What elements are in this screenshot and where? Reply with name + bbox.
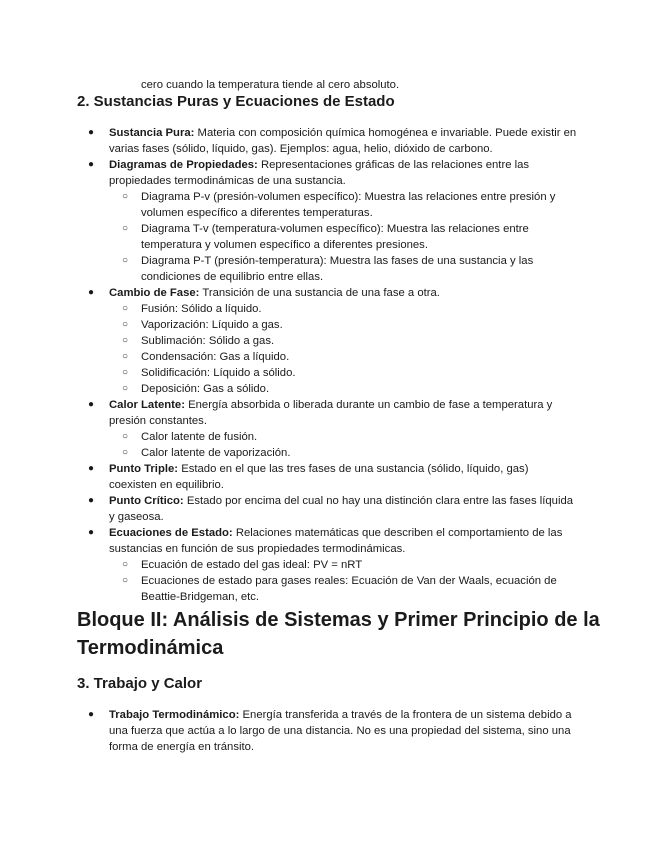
term-label: Trabajo Termodinámico: <box>109 709 240 721</box>
term-label: Punto Crítico: <box>109 495 184 507</box>
circle-bullet-icon: ○ <box>122 223 129 234</box>
list-item <box>88 285 579 397</box>
circle-bullet-icon: ○ <box>122 367 129 378</box>
sub-list-item <box>122 429 579 445</box>
sub-list-item <box>122 317 579 333</box>
term-label: Calor Latente: <box>109 399 185 411</box>
list-item <box>88 125 579 157</box>
circle-bullet-icon: ○ <box>122 351 129 362</box>
sub-list-item <box>122 333 579 349</box>
circle-bullet-icon: ○ <box>122 255 129 266</box>
sub-item-text: Vaporización: Líquido a gas. <box>141 319 283 331</box>
definition-text: Representaciones gráficas de las relaciones entre las propiedades termodinámicas de una sustancia. <box>109 159 530 187</box>
definition-text: Energía transferida a través de la frontera de un sistema debido a una fuerza que actúa a lo largo de una distancia. No es una propiedad del sistema, sino una forma de energía en tránsito. <box>109 709 572 753</box>
sub-list-item <box>122 189 579 221</box>
circle-bullet-icon: ○ <box>122 335 129 346</box>
list-item <box>88 493 579 525</box>
sub-list-item <box>122 301 579 317</box>
sub-list <box>109 429 579 461</box>
sub-list-item <box>122 381 579 397</box>
continuation-text: cero cuando la temperatura tiende al cero absoluto. <box>141 79 400 91</box>
term-label: Ecuaciones de Estado: <box>109 527 233 539</box>
circle-bullet-icon: ○ <box>122 303 129 314</box>
sub-list <box>109 301 579 397</box>
sub-item-text: Diagrama P-v (presión-volumen específico): Muestra las relaciones entre presión y volumen específico a diferentes temperaturas. <box>141 191 556 219</box>
definition-text: Materia con composición química homogénea e invariable. Puede existir en varias fases (sólido, líquido, gas). Ejemplos: agua, helio, dióxido de carbono. <box>109 127 577 155</box>
list-item <box>88 397 579 461</box>
sub-list-item <box>122 221 579 253</box>
bullet-icon: ● <box>88 127 95 138</box>
block-2-heading: Bloque II: Análisis de Sistemas y Primer Principio de la Termodinámica <box>77 609 600 659</box>
definition-text: Relaciones matemáticas que describen el comportamiento de las sustancias en función de sus propiedades termodinámicas. <box>109 527 563 555</box>
definition-text: Estado en el que las tres fases de una sustancia (sólido, líquido, gas) coexisten en equilibrio. <box>109 463 529 491</box>
definition-text: Estado por encima del cual no hay una distinción clara entre las fases líquida y gaseosa. <box>109 495 574 523</box>
bullet-icon: ● <box>88 709 95 720</box>
sub-item-text: Sublimación: Sólido a gas. <box>141 335 275 347</box>
sub-item-text: Diagrama P-T (presión-temperatura): Muestra las fases de una sustancia y las condiciones de equilibrio entre ellas. <box>141 255 534 283</box>
sub-list <box>109 189 579 285</box>
sub-item-text: Deposición: Gas a sólido. <box>141 383 270 395</box>
sub-list-item <box>122 253 579 285</box>
circle-bullet-icon: ○ <box>122 319 129 330</box>
sub-list-item <box>122 573 579 605</box>
list-item <box>88 525 579 605</box>
section-2-heading: 2. Sustancias Puras y Ecuaciones de Estado <box>77 93 395 110</box>
definition-text: Transición de una sustancia de una fase a otra. <box>202 287 440 299</box>
circle-bullet-icon: ○ <box>122 431 129 442</box>
list-item <box>88 157 579 285</box>
sub-item-text: Fusión: Sólido a líquido. <box>141 303 262 315</box>
bullet-icon: ● <box>88 527 95 538</box>
sub-list-item <box>122 349 579 365</box>
sub-item-text: Calor latente de vaporización. <box>141 447 291 459</box>
term-label: Diagramas de Propiedades: <box>109 159 258 171</box>
circle-bullet-icon: ○ <box>122 559 129 570</box>
section-2-list <box>88 125 579 605</box>
circle-bullet-icon: ○ <box>122 383 129 394</box>
circle-bullet-icon: ○ <box>122 191 129 202</box>
sub-item-text: Diagrama T-v (temperatura-volumen específico): Muestra las relaciones entre temperatura y volumen específico a diferentes presiones. <box>141 223 529 251</box>
circle-bullet-icon: ○ <box>122 575 129 586</box>
list-item <box>88 461 579 493</box>
sub-item-text: Calor latente de fusión. <box>141 431 258 443</box>
sub-item-text: Solidificación: Líquido a sólido. <box>141 367 296 379</box>
term-label: Punto Triple: <box>109 463 179 475</box>
section-3-heading: 3. Trabajo y Calor <box>77 675 203 692</box>
circle-bullet-icon: ○ <box>122 447 129 458</box>
sub-item-text: Ecuación de estado del gas ideal: PV = nRT <box>141 559 363 571</box>
list-item <box>88 707 579 755</box>
bullet-icon: ● <box>88 159 95 170</box>
bullet-icon: ● <box>88 495 95 506</box>
sub-list-item <box>122 445 579 461</box>
sub-list-item <box>122 365 579 381</box>
term-label: Sustancia Pura: <box>109 127 195 139</box>
bullet-icon: ● <box>88 399 95 410</box>
sub-list-item <box>122 557 579 573</box>
sub-item-text: Condensación: Gas a líquido. <box>141 351 290 363</box>
sub-list <box>109 557 579 605</box>
term-label: Cambio de Fase: <box>109 287 200 299</box>
definition-text: Energía absorbida o liberada durante un cambio de fase a temperatura y presión constantes. <box>109 399 553 427</box>
section-3-list <box>88 707 579 755</box>
bullet-icon: ● <box>88 287 95 298</box>
sub-item-text: Ecuaciones de estado para gases reales: Ecuación de Van der Waals, ecuación de Beattie-Bridgeman, etc. <box>141 575 557 603</box>
bullet-icon: ● <box>88 463 95 474</box>
